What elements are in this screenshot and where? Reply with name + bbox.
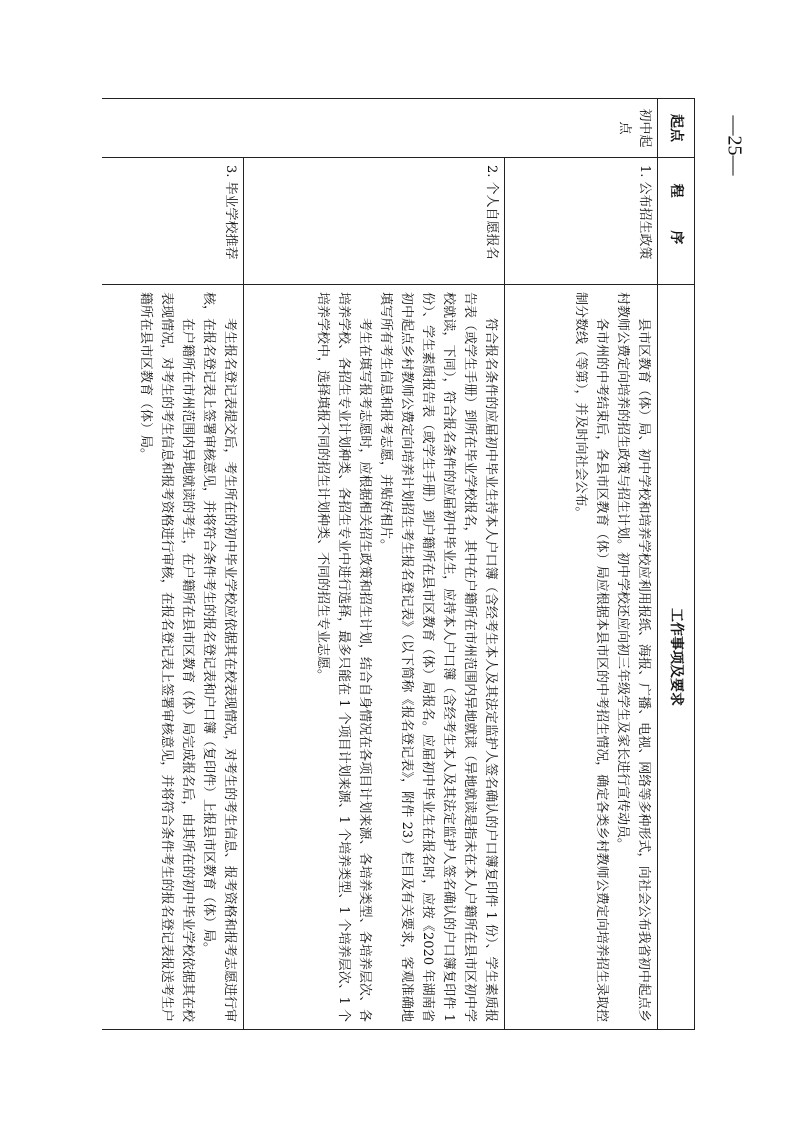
requirement-paragraph: 在户籍所在市州范围内异地就读的考生，在户籍所在县市区教育（体）局完成报名后，由其所在的初中毕业学校依据其在校表现情况，对考生的考生信息和报考资格进行审核，在报名登记表上签署审核意见，并将符合条件考生的报名登记表报送考生户籍所在县市区教育（体）局。 xyxy=(138,292,195,1022)
table-row xyxy=(244,99,505,1030)
header-procedure: 程 序 xyxy=(658,158,695,285)
rotated-table-area xyxy=(102,98,695,1030)
header-stage: 起点 xyxy=(658,99,695,158)
requirements-cell xyxy=(505,285,658,1030)
table-header-row xyxy=(658,99,695,1030)
table-row xyxy=(102,99,244,1030)
enrollment-procedure-table xyxy=(102,98,695,1030)
stage-cell: 初中起点 xyxy=(102,99,658,158)
requirements-cell xyxy=(102,285,244,1030)
table-row xyxy=(505,99,658,1030)
table-frame xyxy=(102,98,695,1030)
requirement-paragraph: 符合报名条件的应届初中毕业生持本人户口簿（含经考生本人及其法定监护人签名确认的户口簿复印件 1 份）、学生素质报告表（或学生手册）到所在毕业学校报名，其中在户籍所在市州范围内异地就读（异地就读是指未在本人户籍所在县市区初中学校就读，下同），符合报名条件的应届初中毕业生，应持本人户口簿（含经考生本人及其法定监护人签名确认的户口簿复印件 1 份）、学生素质报告表（或学生手册）到户籍所在县市区教育（体）局报名。应届初中毕业生在报名时，应按《2020 年湖南省初中起点乡村教师公费定向培养计划招生考生报名登记表》（以下简称《报名登记表》，附件 23）栏目及有关要求，客观准确地填写所有考生信息和报考志愿，并贴好相片。 xyxy=(378,292,498,1022)
requirement-paragraph: 各市州的中考结束后，各县市区教育（体）局应根据本县市区的中考招生情况，确定各类乡村教师公费定向培养招生录取控制分数线（等第），并及时向社会公布。 xyxy=(573,292,609,1022)
procedure-cell: 2. 个人自愿报名 xyxy=(244,158,505,285)
header-requirements: 工作事项及要求 xyxy=(658,285,695,1030)
page-number xyxy=(712,100,756,190)
procedure-cell: 3. 毕业学校推荐 xyxy=(102,158,244,285)
page-number-text: —25— xyxy=(723,115,746,175)
requirement-paragraph: 县市区教育（体）局、初中学校和培养学校应利用报纸、海报、广播、电视、网络等多种形式，向社会公布我省初中起点乡村教师公费定向培养的招生政策与招生计划。初中学校还应向初三年级学生及家长进行宣传动员。 xyxy=(615,292,651,1022)
requirements-cell xyxy=(244,285,505,1030)
procedure-cell: 1. 公布招生政策 xyxy=(505,158,658,285)
requirement-paragraph: 考生报名登记表提交后，考生所在的初中毕业学校应依据其在校表现情况，对考生的考生信息、报考资格和报考志愿进行审核，在报名登记表上签署审核意见，并将符合条件考生的报名登记表和户口簿（复印件）上报县市区教育（体）局。 xyxy=(201,292,237,1022)
requirement-paragraph: 考生在填写报考志愿时，应根据相关招生政策和招生计划，结合自身情况在各项目计划来源、各培养类型、各培养层次、各培养学校、各招生专业计划种类、各招生专业中进行选择，最多只能在 1 个项目计划来源、1 个培养类型、1 个培养层次、1 个培养学校中，选择填报不同的招生计划种类、不同的招生专业志愿。 xyxy=(315,292,372,1022)
